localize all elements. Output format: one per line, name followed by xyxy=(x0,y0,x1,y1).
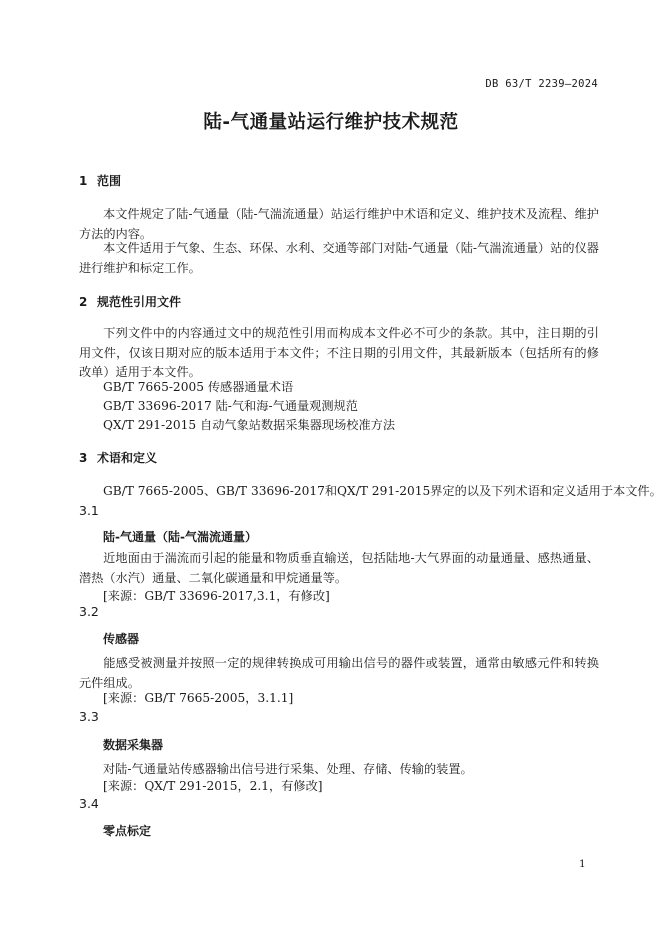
section-title: 规范性引用文件 xyxy=(97,295,182,309)
section-3-intro: GB/T 7665-2005、GB/T 33696-2017和QX/T 291-2015界定的以及下列术语和定义适用于本文件。 xyxy=(103,484,662,498)
document-title: 陆-气通量站运行维护技术规范 xyxy=(203,112,459,133)
term-source: [来源：QX/T 291-2015，2.1，有修改] xyxy=(103,779,323,793)
term-number: 3.2 xyxy=(79,604,99,619)
section-2-heading xyxy=(79,293,181,310)
term-name: 传感器 xyxy=(103,632,140,646)
term-name: 数据采集器 xyxy=(103,738,164,752)
section-1-heading xyxy=(79,172,121,189)
document-code: DB 63/T 2239—2024 xyxy=(485,78,598,90)
section-3-heading xyxy=(79,449,157,466)
term-name: 零点标定 xyxy=(103,824,152,838)
section-number: 3 xyxy=(79,451,88,465)
page-number: 1 xyxy=(579,858,586,870)
term-number: 3.1 xyxy=(79,503,99,518)
term-number: 3.4 xyxy=(79,796,99,811)
section-title: 术语和定义 xyxy=(97,451,158,465)
reference-item: GB/T 33696-2017 陆-气和海-气通量观测规范 xyxy=(103,399,358,413)
term-source: [来源：GB/T 33696-2017,3.1，有修改] xyxy=(103,589,330,603)
term-name: 陆-气通量（陆-气湍流通量） xyxy=(103,530,257,544)
reference-item: QX/T 291-2015 自动气象站数据采集器现场校准方法 xyxy=(103,418,396,432)
term-source: [来源：GB/T 7665-2005，3.1.1] xyxy=(103,691,294,705)
section-number: 2 xyxy=(79,295,88,309)
reference-item: GB/T 7665-2005 传感器通量术语 xyxy=(103,380,294,394)
term-definition: 能感受被测量并按照一定的规律转换成可用输出信号的器件或装置，通常由敏感元件和转换元件组成。 xyxy=(79,656,599,690)
section-1-paragraph-1: 本文件规定了陆-气通量（陆-气湍流通量）站运行维护中术语和定义、维护技术及流程、维护方法的内容。 xyxy=(79,207,599,241)
term-definition: 对陆-气通量站传感器输出信号进行采集、处理、存储、传输的装置。 xyxy=(103,762,473,776)
term-number: 3.3 xyxy=(79,709,99,724)
section-1-paragraph-2: 本文件适用于气象、生态、环保、水利、交通等部门对陆-气通量（陆-气湍流通量）站的仪器进行维护和标定工作。 xyxy=(79,241,599,275)
section-number: 1 xyxy=(79,174,88,188)
section-2-paragraph: 下列文件中的内容通过文中的规范性引用而构成本文件必不可少的条款。其中，注日期的引用文件，仅该日期对应的版本适用于本文件；不注日期的引用文件，其最新版本（包括所有的修改单）适用于本文件。 xyxy=(79,326,599,379)
term-definition: 近地面由于湍流而引起的能量和物质垂直输送，包括陆地-大气界面的动量通量、感热通量、潜热（水汽）通量、二氧化碳通量和甲烷通量等。 xyxy=(79,551,599,585)
section-title: 范围 xyxy=(97,174,122,188)
